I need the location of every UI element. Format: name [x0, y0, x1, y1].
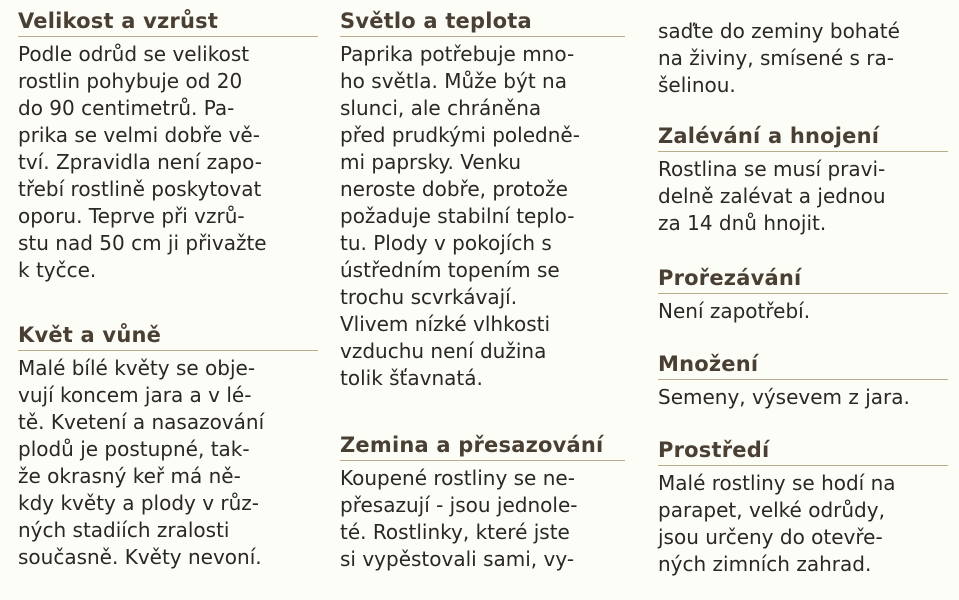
section-body: [658, 298, 948, 325]
text-line: stu nad 50 cm ji přivažte: [18, 231, 267, 255]
text-line: ho světla. Může být na: [340, 69, 567, 93]
text-line: Není zapotřebí.: [658, 299, 811, 323]
text-line: tě. Kvetení a nasazování: [18, 410, 265, 434]
text-line: Malé bílé květy se obje-: [18, 356, 256, 380]
text-line: slunci, ale chráněna: [340, 96, 542, 120]
text-line: před prudkými poledně-: [340, 123, 580, 147]
text-line: trochu scvrkávají.: [340, 285, 518, 309]
text-line: za 14 dnů hnojit.: [658, 211, 827, 235]
text-line: šelinou.: [658, 73, 736, 97]
section-light-temperature: [340, 6, 625, 392]
text-line: ných stadiích zralosti: [18, 518, 230, 542]
section-soil-repotting: [340, 430, 625, 573]
text-line: plodů je postupné, tak-: [18, 437, 250, 461]
text-line: oporu. Teprve při vzrů-: [18, 204, 245, 228]
text-line: Vlivem nízké vlhkosti: [340, 312, 551, 336]
section-body: [658, 384, 948, 411]
text-line: vují koncem jara a v lé-: [18, 383, 252, 407]
section-flower-scent: [18, 320, 318, 571]
text-line: že okrasný keř má ně-: [18, 464, 241, 488]
section-body: [18, 41, 318, 284]
text-line: na živiny, smísené s ra-: [658, 46, 894, 70]
text-line: tví. Zpravidla není zapo-: [18, 150, 262, 174]
text-line: kdy květy a plody v růz-: [18, 491, 260, 515]
text-line: Semeny, výsevem z jara.: [658, 385, 910, 409]
section-watering-fertilizing: [658, 121, 948, 237]
text-line: Malé rostliny se hodí na: [658, 471, 896, 495]
section-heading: Velikost a vzrůst: [18, 6, 318, 37]
text-line: Koupené rostliny se ne-: [340, 466, 575, 490]
section-heading: Množení: [658, 349, 948, 380]
text-line: neroste dobře, protože: [340, 177, 568, 201]
text-line: Rostlina se musí pravi-: [658, 157, 886, 181]
text-line: tu. Plody v pokojích s: [340, 231, 552, 255]
section-body: [658, 156, 948, 237]
text-line: jsou určeny do otevře-: [658, 525, 883, 549]
text-line: ných zimních zahrad.: [658, 552, 872, 576]
text-line: saďte do zeminy bohaté: [658, 19, 900, 43]
text-line: do 90 centimetrů. Pa-: [18, 96, 235, 120]
text-line: třebí rostlině poskytovat: [18, 177, 262, 201]
text-line: mi paprsky. Venku: [340, 150, 522, 174]
text-line: přesazují - jsou jednole-: [340, 493, 578, 517]
text-line: prika se velmi dobře vě-: [18, 123, 260, 147]
text-line: k tyčce.: [18, 258, 97, 282]
section-heading: Prořezávání: [658, 263, 948, 294]
section-propagation: [658, 349, 948, 411]
text-line: požaduje stabilní teplo-: [340, 204, 575, 228]
section-heading: Zemina a přesazování: [340, 430, 625, 461]
text-line: si vypěstovali sami, vy-: [340, 547, 575, 571]
section-body: [18, 355, 318, 571]
text-line: rostlin pohybuje od 20: [18, 69, 243, 93]
text-line: tolik šťavnatá.: [340, 366, 483, 390]
section-heading: Světlo a teplota: [340, 6, 625, 37]
text-line: vzduchu není dužina: [340, 339, 547, 363]
text-line: parapet, velké odrůdy,: [658, 498, 885, 522]
section-body: [658, 470, 948, 578]
section-body: [340, 465, 625, 573]
text-line: současně. Květy nevoní.: [18, 545, 262, 569]
section-soil-continued: [658, 18, 948, 99]
section-heading: Prostředí: [658, 435, 948, 466]
section-environment: [658, 435, 948, 578]
section-size-growth: [18, 6, 318, 284]
section-pruning: [658, 263, 948, 325]
section-body: [340, 41, 625, 392]
text-line: té. Rostlinky, které jste: [340, 520, 570, 544]
text-line: delně zalévat a jednou: [658, 184, 886, 208]
section-heading: Zalévání a hnojení: [658, 121, 948, 152]
text-line: Podle odrůd se velikost: [18, 42, 250, 66]
section-heading: Květ a vůně: [18, 320, 318, 351]
text-line: ústředním topením se: [340, 258, 560, 282]
text-line: Paprika potřebuje mno-: [340, 42, 575, 66]
